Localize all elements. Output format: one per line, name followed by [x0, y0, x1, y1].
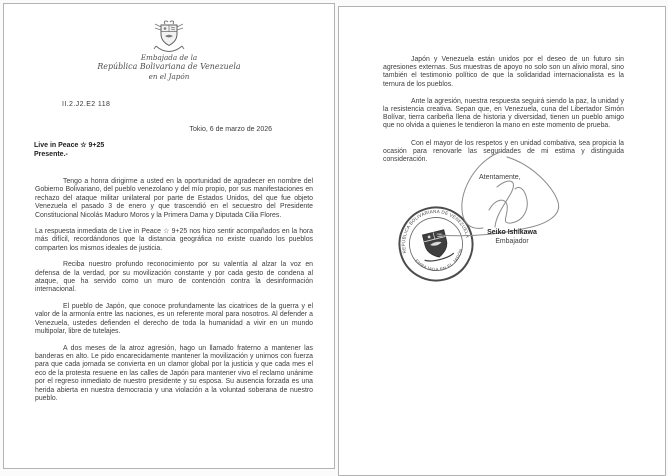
recipient-name: Live in Peace ☆ 9+25 — [34, 142, 105, 149]
letterhead-line2: República Bolivariana de Venezuela — [97, 62, 241, 71]
seal-ring-bottom-text: EMBAJADA EN EL JAPÓN — [414, 248, 464, 273]
paragraph-2: La respuesta inmediata de Live in Peace ☆ 9+25 nos hizo sentir acompañados en la hora más difícil, recordándonos que la distancia geográfica no existe cuando los pueblos comparten los mismos ideales de justicia. — [35, 228, 313, 252]
paragraph-3: Reciba nuestro profundo reconocimiento por su valentía al alzar la voz en defensa de la verdad, por su movilización constante y por cada gesto de condena al ataque, que ha servido como un muro de contención contra la desinformación internacional. — [35, 261, 313, 294]
recipient-block — [34, 142, 104, 159]
date-line: Tokio, 6 de marzo de 2026 — [189, 126, 272, 133]
signer-name: Seiko Ishikawa — [487, 229, 537, 236]
letter-page-1 — [3, 3, 335, 469]
letterhead-line1: Embajada de la — [140, 53, 198, 62]
embassy-letterhead — [4, 53, 334, 81]
paragraph-6: Japón y Venezuela están unidos por el deseo de un futuro sin agresiones externas. Sus muestras de apoyo no solo son un alivio moral, sino también el testimonio político de que la solidaridad internacionalista es la ternura de los pueblos. — [383, 56, 624, 88]
letterhead-line3: en el Japón — [148, 71, 190, 81]
venezuela-coat-of-arms-icon — [153, 19, 185, 53]
closing-salutation: Atentamente, — [479, 174, 521, 181]
letter-body-page-1 — [35, 178, 313, 411]
paragraph-1: Tengo a honra dirigirme a usted en la oportunidad de agradecer en nombre del Gobierno Bolivariano, del pueblo venezolano y del mío propio, por sus manifestaciones en rechazo del ataque militar unilateral por parte de Estados Unidos, del que fue objeto Venezuela el pasado 3 de enero y que trascendió en el secuestro del Presidente Constitucional Nicolás Maduro Moros y la Primera Dama y Diputada Cilia Flores. — [35, 178, 313, 219]
paragraph-4: El pueblo de Japón, que conoce profundamente las cicatrices de la guerra y el valor de la armonía entre las naciones, es un referente moral para nosotros. Al defender a Venezuela, ustedes defienden el derecho de toda la humanidad a vivir en un mundo multipolar, libre de tutelajes. — [35, 302, 313, 336]
letter-page-2 — [338, 6, 666, 476]
paragraph-8: Con el mayor de los respetos y en unidad combativa, sea propicia la ocasión para renovarle las seguridades de mi estima y distinguida consideración. — [383, 139, 624, 164]
recipient-presente: Presente.- — [34, 150, 68, 158]
signer-title: Embajador — [495, 238, 529, 245]
paragraph-5: A dos meses de la atroz agresión, hago un llamado fraterno a mantener las banderas en alto. Le pido encarecidamente mantener la movilización y unirnos con fuerza para que cada jornada se convierta en un clamor global por la justicia y que cada mes el eco de la protesta resuene en las calles de Japón para mantener vivo el reclamo unánime por el regreso inmediato de nuestro presidente y su esposa. Su ausencia forzada es una herida abierta en nuestra democracia y una violación a la voluntad soberana de nuestro pueblo. — [35, 344, 313, 402]
reference-number: II.2.J2.E2 118 — [62, 101, 111, 108]
seal-ring-top-text: REPÚBLICA BOLIVARIANA DE VENEZUELA — [400, 208, 471, 254]
paragraph-7: Ante la agresión, nuestra respuesta seguirá siendo la paz, la unidad y la resistencia creativa. Sepan que, en Venezuela, cuna del Libertador Simón Bolívar, tierra caribeña llena de historia y diversidad, tienen un pueblo amigo que no olvida a quienes le tendieron la mano en este momento de prueba. — [383, 97, 624, 130]
